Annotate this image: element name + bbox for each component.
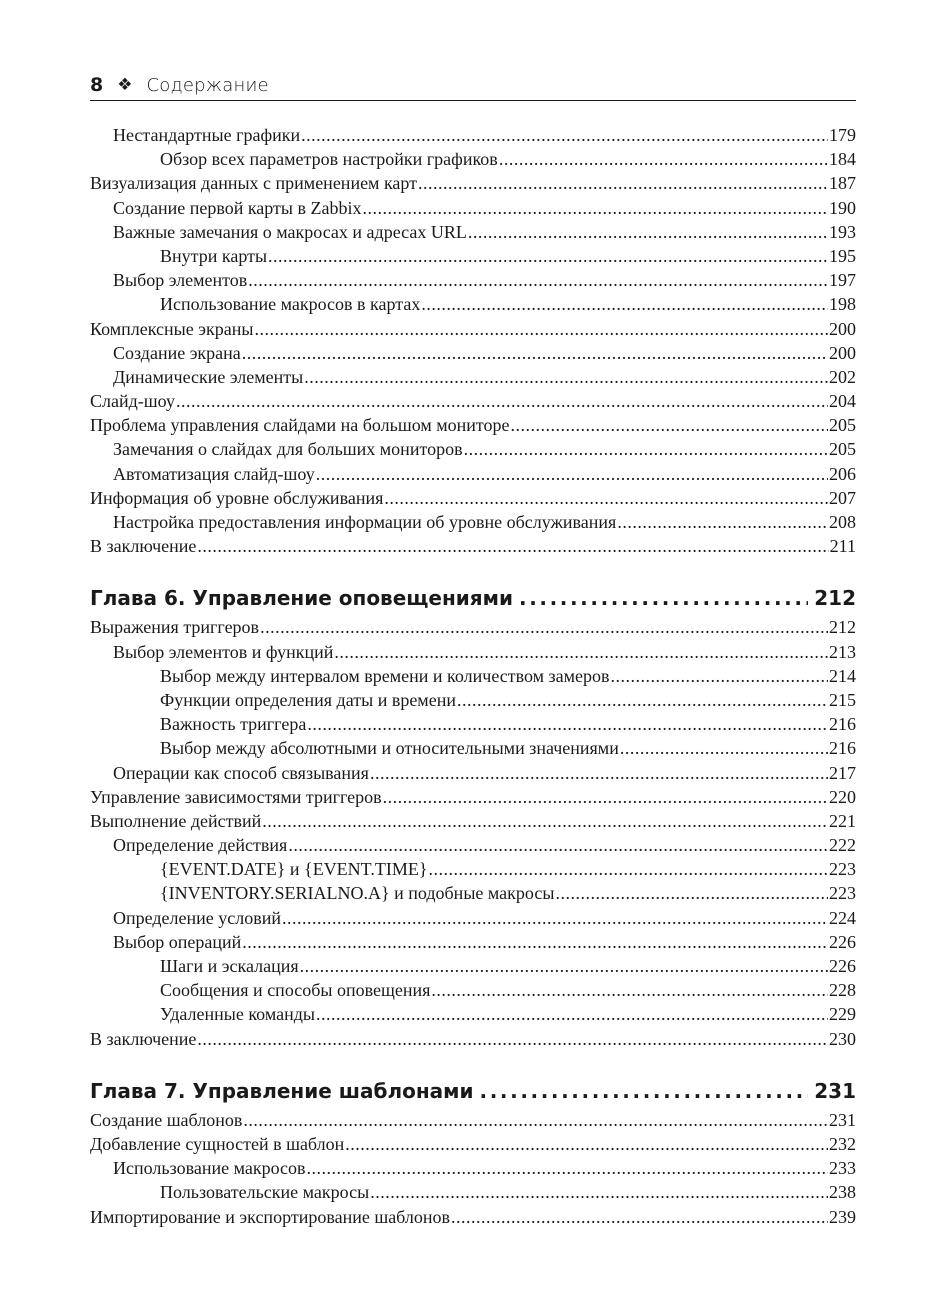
dot-leader bbox=[421, 292, 828, 316]
toc-entry-page: 213 bbox=[829, 641, 856, 662]
toc-entry[interactable] bbox=[90, 978, 856, 1002]
dot-leader bbox=[316, 1002, 828, 1026]
chapter-heading-6[interactable] bbox=[90, 583, 856, 613]
dot-leader bbox=[428, 857, 828, 881]
toc-entry[interactable] bbox=[90, 1132, 856, 1156]
toc-entry[interactable] bbox=[90, 1002, 856, 1026]
toc-entry-title: Выбор операций bbox=[113, 931, 242, 952]
toc-entry-title: Выполнение действий bbox=[90, 810, 262, 831]
toc-entry[interactable] bbox=[90, 413, 856, 437]
toc-entry-title: Настройка предоставления информации об уровне обслуживания bbox=[113, 512, 617, 532]
toc-entry[interactable] bbox=[90, 785, 856, 809]
toc-entry-page: 231 bbox=[829, 1109, 856, 1130]
dot-leader bbox=[555, 881, 828, 905]
toc-entry-page: 208 bbox=[829, 512, 856, 532]
toc-entry-page: 223 bbox=[829, 883, 856, 904]
toc-entry[interactable] bbox=[90, 688, 856, 712]
toc-entry-title: Слайд-шоу bbox=[90, 391, 175, 412]
toc-entry-page: 222 bbox=[829, 835, 856, 856]
dot-leader bbox=[611, 664, 828, 688]
dot-leader bbox=[248, 268, 828, 292]
toc-entry-title: Выбор элементов и функций bbox=[113, 641, 334, 662]
toc-entry-page: 200 bbox=[829, 318, 856, 339]
toc-entry-title: Сообщения и способы оповещения bbox=[160, 980, 431, 1001]
toc-entry-page: 202 bbox=[829, 366, 856, 387]
toc-entry[interactable] bbox=[90, 389, 856, 413]
dot-leader bbox=[307, 712, 828, 736]
page-header bbox=[90, 70, 856, 101]
dot-leader bbox=[457, 688, 828, 712]
chapter-page: 231 bbox=[814, 1078, 856, 1103]
toc-entry[interactable] bbox=[90, 1205, 856, 1229]
toc-entry-title: Использование макросов в картах bbox=[160, 294, 421, 315]
toc-entry-page: 207 bbox=[829, 487, 856, 508]
toc-entry-page: 223 bbox=[829, 859, 856, 880]
toc-entry-page: 239 bbox=[829, 1206, 856, 1227]
toc-entry-title: Обзор всех параметров настройки графиков bbox=[160, 149, 498, 170]
dot-leader bbox=[383, 785, 828, 809]
toc-entry-title: Добавление сущностей в шаблон bbox=[90, 1133, 345, 1154]
toc-entry-page: 205 bbox=[829, 439, 856, 460]
toc-entry[interactable] bbox=[90, 123, 856, 147]
toc-entry-page: 220 bbox=[829, 786, 856, 807]
dot-leader bbox=[511, 413, 828, 437]
page-number: 8 bbox=[90, 74, 104, 96]
toc-entry[interactable] bbox=[90, 196, 856, 220]
toc-entry-title: {EVENT.DATE} и {EVENT.TIME} bbox=[160, 859, 428, 880]
toc-entry[interactable] bbox=[90, 220, 856, 244]
toc-entry[interactable] bbox=[90, 1180, 856, 1204]
dot-leader bbox=[176, 389, 828, 413]
toc-entry[interactable] bbox=[90, 317, 856, 341]
toc-entry-title: Создание шаблонов bbox=[90, 1109, 243, 1130]
ornament-icon: ❖ bbox=[117, 75, 133, 95]
toc-entry[interactable] bbox=[90, 615, 856, 639]
dot-leader bbox=[451, 1205, 828, 1229]
dot-leader bbox=[519, 583, 808, 613]
toc-entry-title: Использование макросов bbox=[113, 1158, 306, 1179]
toc-entry-title: Визуализация данных с применением карт bbox=[90, 173, 418, 194]
toc-entry[interactable] bbox=[90, 881, 856, 905]
toc-entry-page: 187 bbox=[829, 173, 856, 194]
toc-entry-page: 197 bbox=[829, 270, 856, 291]
dot-leader bbox=[370, 761, 828, 785]
toc-entry-page: 226 bbox=[829, 956, 856, 976]
toc-entry-title: Определение условий bbox=[113, 907, 281, 928]
toc-entry[interactable] bbox=[90, 712, 856, 736]
toc-entry-page: 179 bbox=[829, 125, 856, 145]
toc-entry[interactable] bbox=[90, 954, 856, 978]
dot-leader bbox=[242, 930, 828, 954]
toc-entry-title: Нестандартные графики bbox=[113, 125, 301, 145]
toc-entry-title: Важность триггера bbox=[160, 714, 307, 735]
toc-entry[interactable] bbox=[90, 1027, 856, 1051]
toc-entry[interactable] bbox=[90, 664, 856, 688]
toc-entry-title: В заключение bbox=[90, 1028, 197, 1049]
toc-entry[interactable] bbox=[90, 1156, 856, 1180]
dot-leader bbox=[262, 809, 828, 833]
toc-entry-page: 230 bbox=[829, 1028, 856, 1049]
toc-entry-title: Выбор элементов bbox=[113, 270, 248, 291]
dot-leader bbox=[316, 462, 828, 486]
dot-leader bbox=[304, 365, 828, 389]
toc-entry-page: 198 bbox=[829, 294, 856, 315]
toc-entry-title: Замечания о слайдах для больших мониторов bbox=[113, 439, 463, 460]
toc-entry-title: Функции определения даты и времени bbox=[160, 689, 456, 710]
dot-leader bbox=[242, 341, 828, 365]
toc-entry[interactable] bbox=[90, 510, 856, 534]
table-of-contents bbox=[90, 123, 856, 1229]
dot-leader bbox=[370, 1180, 828, 1204]
toc-entry-title: Выбор между абсолютными и относительными значениями bbox=[160, 738, 619, 759]
toc-entry-page: 228 bbox=[829, 980, 856, 1001]
dot-leader bbox=[197, 1027, 828, 1051]
toc-entry-title: Создание экрана bbox=[113, 342, 241, 363]
toc-entry-page: 216 bbox=[829, 738, 856, 759]
toc-entry-page: 238 bbox=[829, 1182, 856, 1203]
toc-entry[interactable] bbox=[90, 1108, 856, 1132]
toc-entry-page: 221 bbox=[829, 810, 856, 831]
dot-leader bbox=[620, 736, 828, 760]
toc-entry[interactable] bbox=[90, 640, 856, 664]
dot-leader bbox=[243, 1108, 828, 1132]
toc-entry-title: Управление зависимостями триггеров bbox=[90, 786, 382, 807]
toc-entry-page: 200 bbox=[829, 342, 856, 363]
dot-leader bbox=[288, 833, 828, 857]
toc-entry-title: Важные замечания о макросах и адресах URL bbox=[113, 221, 467, 242]
toc-entry-page: 195 bbox=[829, 245, 856, 266]
toc-entry-page: 190 bbox=[829, 197, 856, 218]
toc-entry[interactable] bbox=[90, 268, 856, 292]
toc-entry-title: Выражения триггеров bbox=[90, 617, 260, 638]
toc-entry-page: 216 bbox=[829, 714, 856, 735]
dot-leader bbox=[197, 534, 828, 558]
toc-entry-title: Удаленные команды bbox=[160, 1004, 315, 1025]
toc-entry-page: 233 bbox=[829, 1158, 856, 1179]
toc-entry-page: 226 bbox=[829, 931, 856, 952]
toc-entry[interactable] bbox=[90, 930, 856, 954]
dot-leader bbox=[431, 978, 828, 1002]
toc-entry-title: Динамические элементы bbox=[113, 366, 304, 387]
toc-entry-title: Шаги и эскалация bbox=[160, 956, 299, 976]
chapter-heading-7[interactable] bbox=[90, 1076, 856, 1106]
dot-leader bbox=[617, 510, 828, 534]
dot-leader bbox=[499, 147, 828, 171]
toc-entry[interactable] bbox=[90, 462, 856, 486]
toc-entry[interactable] bbox=[90, 486, 856, 510]
dot-leader bbox=[363, 196, 829, 220]
toc-entry-title: {INVENTORY.SERIALNO.A} и подобные макросы bbox=[160, 883, 555, 904]
toc-entry-title: Комплексные экраны bbox=[90, 318, 254, 339]
chapter-title: Глава 6. Управление оповещениями bbox=[90, 586, 513, 611]
toc-entry[interactable] bbox=[90, 534, 856, 558]
toc-entry-page: 215 bbox=[829, 689, 856, 710]
toc-entry-page: 224 bbox=[829, 907, 856, 928]
toc-entry-page: 204 bbox=[829, 391, 856, 412]
toc-entry-title: Определение действия bbox=[113, 835, 288, 856]
chapter-title: Глава 7. Управление шаблонами bbox=[90, 1078, 474, 1103]
toc-entry-title: Операции как способ связывания bbox=[113, 762, 369, 783]
toc-entry-title: Пользовательские макросы bbox=[160, 1182, 370, 1203]
dot-leader bbox=[282, 906, 828, 930]
dot-leader bbox=[334, 640, 828, 664]
toc-entry[interactable] bbox=[90, 833, 856, 857]
toc-entry[interactable] bbox=[90, 809, 856, 833]
dot-leader bbox=[384, 486, 828, 510]
chapter-page: 212 bbox=[814, 586, 856, 611]
toc-entry[interactable] bbox=[90, 365, 856, 389]
dot-leader bbox=[307, 1156, 828, 1180]
toc-entry-title: Выбор между интервалом времени и количеством замеров bbox=[160, 665, 610, 686]
toc-entry[interactable] bbox=[90, 906, 856, 930]
toc-entry-page: 193 bbox=[829, 221, 856, 242]
toc-entry-title: Создание первой карты в Zabbix bbox=[113, 197, 362, 218]
toc-entry-page: 212 bbox=[829, 617, 856, 638]
toc-entry-page: 214 bbox=[829, 665, 856, 686]
toc-entry-page: 205 bbox=[829, 415, 856, 436]
toc-entry[interactable] bbox=[90, 341, 856, 365]
running-title: Содержание bbox=[146, 74, 269, 96]
toc-entry[interactable] bbox=[90, 761, 856, 785]
dot-leader bbox=[260, 615, 828, 639]
toc-entry-title: Внутри карты bbox=[160, 245, 268, 266]
toc-entry-page: 232 bbox=[829, 1133, 856, 1154]
toc-entry-page: 229 bbox=[829, 1004, 856, 1025]
dot-leader bbox=[480, 1076, 809, 1106]
toc-entry-title: Проблема управления слайдами на большом мониторе bbox=[90, 415, 510, 436]
toc-entry-page: 184 bbox=[829, 149, 856, 170]
dot-leader bbox=[468, 220, 828, 244]
dot-leader bbox=[301, 123, 828, 147]
toc-entry-title: В заключение bbox=[90, 536, 197, 557]
toc-entry[interactable] bbox=[90, 171, 856, 195]
toc-entry-page: 217 bbox=[829, 762, 856, 783]
toc-entry-page: 206 bbox=[829, 463, 856, 484]
toc-entry[interactable] bbox=[90, 244, 856, 268]
toc-entry-title: Импортирование и экспортирование шаблонов bbox=[90, 1206, 451, 1227]
toc-entry-title: Информация об уровне обслуживания bbox=[90, 487, 384, 508]
toc-entry[interactable] bbox=[90, 857, 856, 881]
dot-leader bbox=[418, 171, 828, 195]
toc-entry-page: 211 bbox=[829, 536, 856, 557]
toc-entry-title: Автоматизация слайд-шоу bbox=[113, 463, 315, 484]
toc-entry[interactable] bbox=[90, 292, 856, 316]
dot-leader bbox=[300, 954, 828, 978]
dot-leader bbox=[464, 437, 828, 461]
toc-entry[interactable] bbox=[90, 437, 856, 461]
toc-entry[interactable] bbox=[90, 147, 856, 171]
toc-entry[interactable] bbox=[90, 736, 856, 760]
dot-leader bbox=[345, 1132, 828, 1156]
dot-leader bbox=[268, 244, 828, 268]
dot-leader bbox=[254, 317, 828, 341]
